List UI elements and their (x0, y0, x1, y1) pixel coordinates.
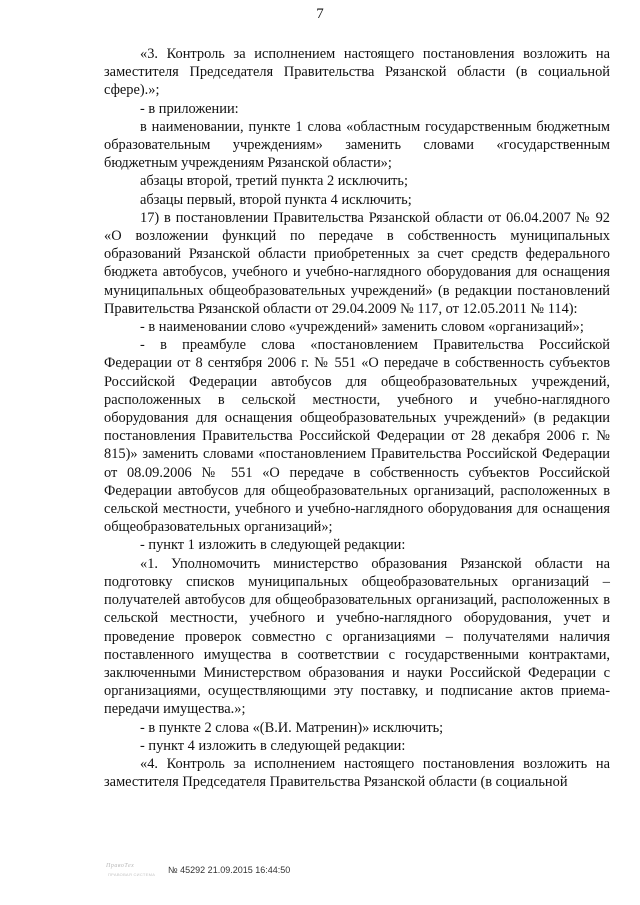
document-paragraph: «3. Контроль за исполнением настоящего постановления возложить на заместителя Председателя Правительства Рязанской области (в социальной сфере).»; (104, 46, 610, 99)
document-body (104, 45, 610, 791)
footer-logo-line2: ПРАВОВАЯ СИСТЕМА (108, 872, 156, 877)
document-paragraph: в наименовании, пункте 1 слова «областным государственным бюджетным образовательным учреждениям» заменить словами «государственным бюджетным учреждениям Рязанской области»; (104, 118, 610, 172)
footer-logo (104, 863, 164, 879)
document-paragraph: - в преамбуле слова «постановлением Правительства Российской Федерации от 8 сентября 2006 г. № 551 «О передаче в собственность субъектов Российской Федерации автобусов для общеобразовательных учреждений, расположенных в сельской местности, учебного и учебно-наглядного оборудования для оснащения общеобразовательных учреждений» (в редакции постановления Правительства Российской Федерации от 28 декабря 2006 г. № 815)» заменить словами «постановлением Правительства Российской Федерации от 08.09.2006 № 551 «О передаче в собственность субъектов Российской Федерации автобусов для общеобразовательных организаций, расположенных в сельской местности, учебного и учебно-наглядного оборудования для оснащения общеобразовательных организаций»; (104, 337, 610, 536)
footer-logo-line1: ПравоТех (106, 863, 135, 869)
document-paragraph: - пункт 4 изложить в следующей редакции: (140, 737, 406, 754)
document-paragraph: - в приложении: (140, 100, 239, 117)
document-paragraph: - в пункте 2 слова «(В.И. Матренин)» исключить; (140, 719, 444, 736)
document-paragraph: «1. Уполномочить министерство образования Рязанской области на подготовку списков муниципальных общеобразовательных организаций – получателей автобусов для общеобразовательных организаций, расположенных в сельской местности, учебного и учебно-наглядного оборудования, учет и проведение проверок совместно с организациями – получателями наличия поставленного имущества в соответствии с государственными контрактами, заключенными Министерством образования и науки Российской Федерации с организациями, осуществляющими эту поставку, и подписание актов приема-передачи имущества.»; (104, 555, 610, 718)
document-paragraph: абзацы первый, второй пункта 4 исключить; (140, 191, 412, 208)
document-paragraph: «4. Контроль за исполнением настоящего постановления возложить на заместителя Председателя Правительства Рязанской области (в социальной (104, 755, 610, 791)
document-paragraph: - в наименовании слово «учреждений» заменить словом «организаций»; (140, 319, 584, 336)
page-number: 7 (316, 6, 324, 22)
document-paragraph: - пункт 1 изложить в следующей редакции: (140, 537, 406, 554)
document-paragraph: 17) в постановлении Правительства Рязанской области от 06.04.2007 № 92 «О возложении функций по передаче в собственность муниципальных образований Рязанской области приобретенных за счет средств федерального бюджета автобусов, учебного и учебно-наглядного оборудования для оснащения муниципальных общеобразовательных учреждений» (в редакции постановлений Правительства Рязанской области от 29.04.2009 № 117, от 12.05.2011 № 114): (104, 209, 610, 317)
document-paragraph: абзацы второй, третий пункта 2 исключить; (140, 173, 408, 190)
document-stamp: № 45292 21.09.2015 16:44:50 (168, 865, 291, 875)
